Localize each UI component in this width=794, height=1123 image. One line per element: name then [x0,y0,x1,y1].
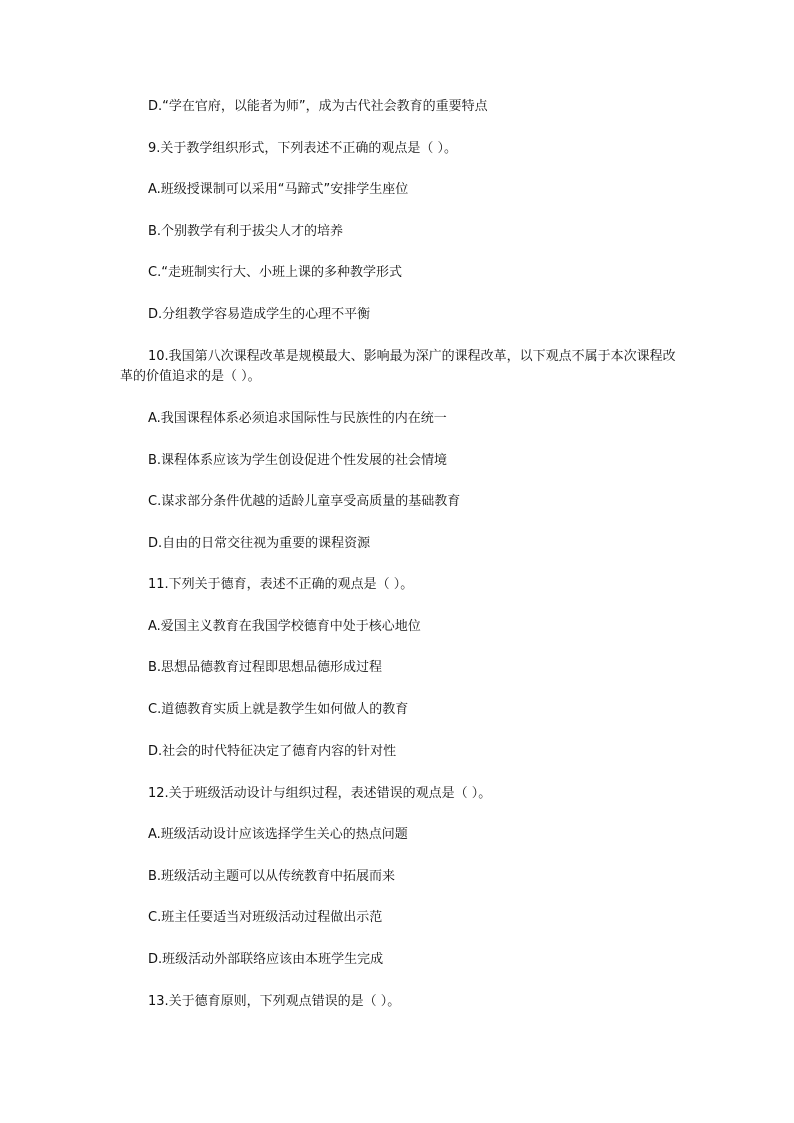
question-9: 9.关于教学组织形式，下列表述不正确的观点是（ ）。 [148,141,458,156]
option-b-q10: B.课程体系应该为学生创设促进个性发展的社会情境 [148,453,448,468]
option-a-q11: A.爱国主义教育在我国学校德育中处于核心地位 [148,619,421,634]
option-c-q10: C.谋求部分条件优越的适龄儿童享受高质量的基础教育 [148,494,461,509]
option-d-q12: D.班级活动外部联络应该由本班学生完成 [148,952,384,967]
option-d-q8: D.“学在官府，以能者为师”，成为古代社会教育的重要特点 [148,99,488,114]
option-b-q9: B.个别教学有利于拔尖人才的培养 [148,224,344,239]
option-a-q9: A.班级授课制可以采用“马蹄式”安排学生座位 [148,182,409,197]
option-b-q12: B.班级活动主题可以从传统教育中拓展而来 [148,869,396,884]
option-d-q11: D.社会的时代特征决定了德育内容的针对性 [148,744,397,759]
option-c-q9: C.“走班制实行大、小班上课的多种教学形式 [148,265,402,280]
option-a-q10: A.我国课程体系必须追求国际性与民族性的内在统一 [148,411,447,426]
option-c-q11: C.道德教育实质上就是教学生如何做人的教育 [148,702,409,717]
question-10: 10.我国第八次课程改革是规模最大、影响最为深广的课程改革，以下观点不属于本次课程改革的价值追求的是（ ）。 [120,349,676,384]
question-13: 13.关于德育原则，下列观点错误的是（ ）。 [148,994,401,1009]
question-11: 11.下列关于德育，表述不正确的观点是（ ）。 [148,577,414,592]
option-b-q11: B.思想品德教育过程即思想品德形成过程 [148,660,383,675]
option-d-q10: D.自由的日常交往视为重要的课程资源 [148,536,371,551]
option-a-q12: A.班级活动设计应该选择学生关心的热点问题 [148,827,408,842]
option-c-q12: C.班主任要适当对班级活动过程做出示范 [148,910,383,925]
question-12: 12.关于班级活动设计与组织过程，表述错误的观点是（ ）。 [148,786,492,801]
option-d-q9: D.分组教学容易造成学生的心理不平衡 [148,307,371,322]
